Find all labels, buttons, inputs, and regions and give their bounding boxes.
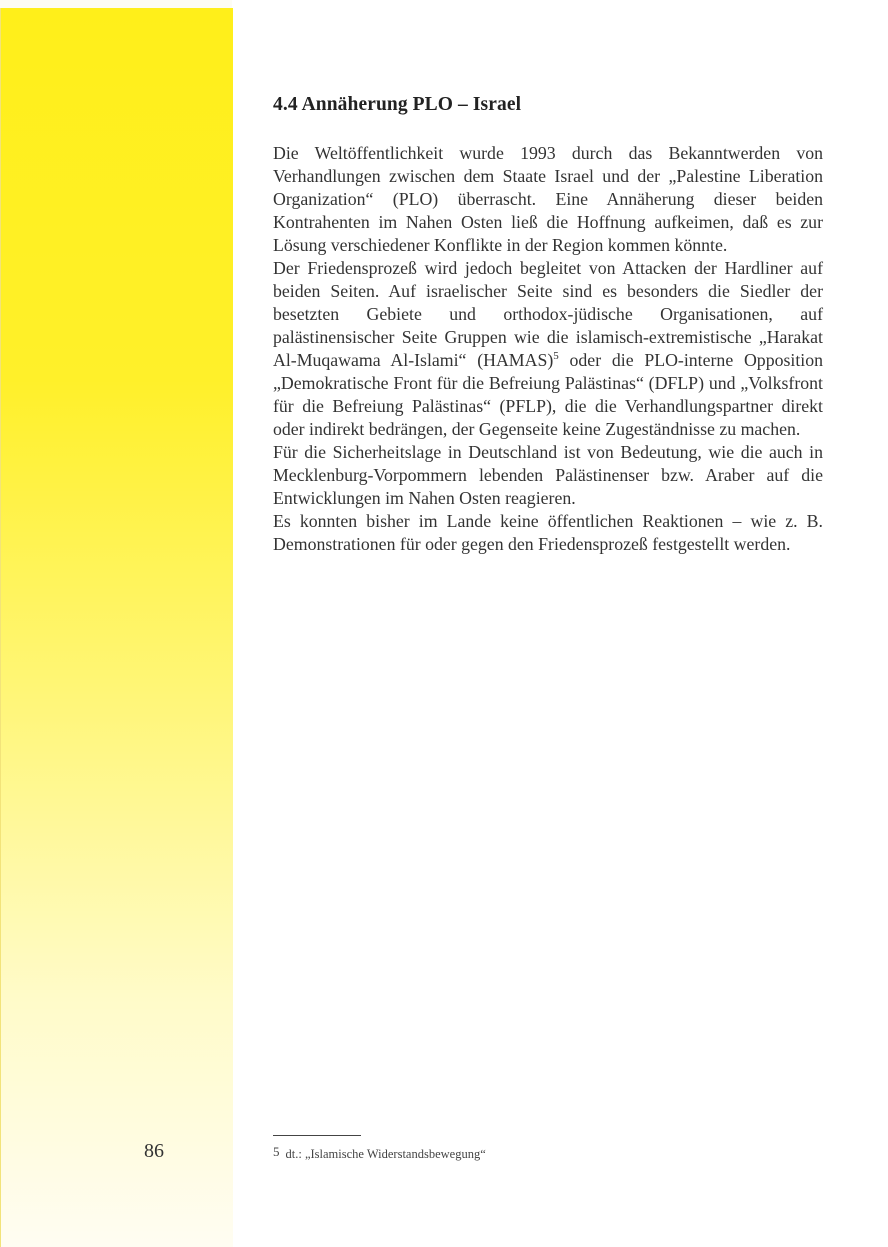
- footnote-text: dt.: „Islamische Widerstandsbewegung“: [285, 1147, 486, 1161]
- yellow-side-band: [0, 8, 233, 1247]
- page-top-edge: [0, 0, 232, 8]
- paragraph-2-text-a: Der Friedensprozeß wird jedoch begleitet von Attacken der Hardliner auf beiden Seiten. Auf israelischer Seite sind es besonders die Siedler der besetzten Gebiete und orthodox-jüdische Organisationen, auf palästinensischer Seite Gruppen wie die islamisch-extremistische „Harakat Al-Muqawama Al-Islami“ (HAMAS): [273, 258, 823, 370]
- footnote-mark: 5: [273, 1144, 280, 1159]
- paragraph-2: [273, 257, 823, 441]
- paragraph-3-text: Für die Sicherheitslage in Deutschland ist von Bedeutung, wie die auch in Mecklenburg-Vorpommern lebenden Palästinenser bzw. Araber auf die Entwicklungen im Nahen Osten reagieren.: [273, 442, 823, 508]
- paragraph-1-text: Die Weltöffentlichkeit wurde 1993 durch das Bekanntwerden von Verhandlungen zwischen dem Staate Israel und der „Palestine Liberation Organization“ (PLO) überrascht. Eine Annäherung dieser beiden Kontrahenten im Nahen Osten ließ die Hoffnung aufkeimen, daß es zur Lösung verschiedener Konflikte in der Region kommen könnte.: [273, 143, 823, 255]
- page-number: 86: [144, 1140, 164, 1162]
- main-content: [273, 94, 823, 556]
- paragraph-4-text: Es konnten bisher im Lande keine öffentlichen Reaktionen – wie z. B. Demonstrationen für oder gegen den Friedensprozeß festgestellt werden.: [273, 511, 823, 554]
- section-heading: 4.4 Annäherung PLO – Israel: [273, 94, 522, 115]
- paragraph-3: [273, 441, 823, 510]
- footnote: [273, 1144, 486, 1162]
- footnote-divider: [273, 1135, 361, 1136]
- paragraph-1: [273, 142, 823, 257]
- paragraph-2-text-b: oder die PLO-interne Opposition „Demokratische Front für die Befreiung Palästinas“ (DFLP) und „Volksfront für die Befreiung Palästinas“ (PFLP), die die Verhandlungspartner direkt oder indirekt bedrängen, der Gegenseite keine Zugeständnisse zu machen.: [273, 350, 823, 439]
- footnote-reference: 5: [553, 350, 559, 363]
- paragraph-4: [273, 510, 823, 556]
